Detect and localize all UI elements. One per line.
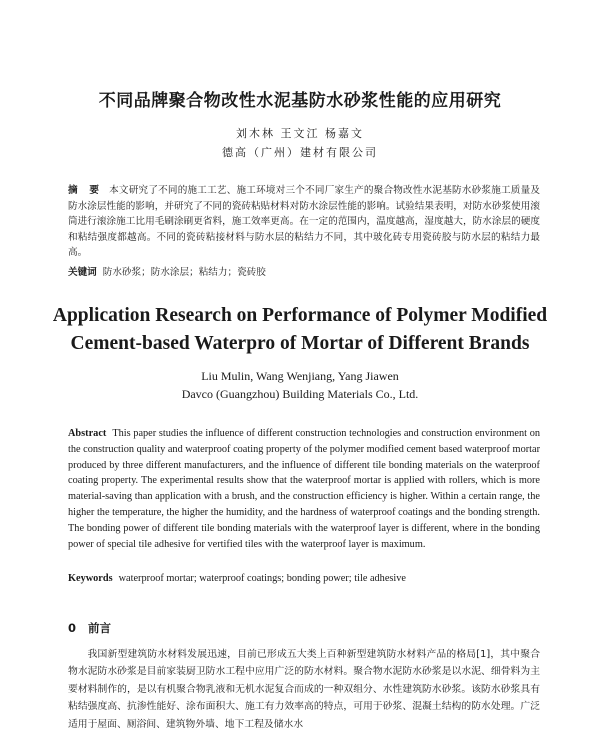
chinese-authors: 刘木林 王文江 杨嘉文 [236,127,364,140]
english-abstract-text: This paper studies the influence of different construction technologies and construction environment on the construction quality and waterproof coating property of the polymer modified cement based waterproof mortar produced by three different manufacturers, and the influence of different tile bonding materials on the waterproof coating property. The experimental results show that the waterproof mortar is applied with rollers, which is more material-saving than application with a brush, and the construction efficiency is higher. Within a certain range, the higher the temperature, the higher the humidity, and the hardness of waterproof coatings and the bonding strength. The bonding power of different tile bonding materials with the waterproof layer is different, where in the bonding power of special tile adhesive for vertified tiles with the waterproof layer is maximum. [68,428,540,550]
english-affiliation: Davco (Guangzhou) Building Materials Co., Ltd. [181,387,419,401]
chinese-keywords-text: 防水砂浆；防水涂层；粘结力；瓷砖胶 [102,267,266,278]
chinese-keywords [68,265,540,280]
english-keywords [68,571,540,586]
english-abstract [68,426,540,552]
chinese-keywords-label: 关键词 [68,267,97,278]
english-title [0,302,600,358]
chinese-title: 不同品牌聚合物改性水泥基防水砂浆性能的应用研究 [98,91,502,111]
chinese-abstract-text: 本文研究了不同的施工工艺、施工环境对三个不同厂家生产的聚合物改性水泥基防水砂浆施工质量及防水涂层性能的影响，并研究了不同的瓷砖粘贴材料对防水涂层性能的影响。试验结果表明，对防水砂浆使用滚筒进行滚涂施工比用毛刷涂刷更省料，施工效率更高。在一定的范围内，温度越高，湿度越大，防水涂层的硬度和粘结强度都越高。不同的瓷砖粘接材料与防水层的粘结力不同，其中玻化砖专用瓷砖胶与防水层的粘结力最高。 [68,185,540,259]
section-heading [68,620,111,636]
english-title-line-2: Cement-based Waterpro of Mortar of Different Brands [70,333,530,354]
english-abstract-label: Abstract [68,428,107,439]
english-keywords-text: waterproof mortar; waterproof coatings; bonding power; tile adhesive [118,573,406,584]
chinese-abstract-label: 摘 要 [68,185,104,196]
introduction-paragraph: 我国新型建筑防水材料发展迅速，目前已形成五大类上百种新型建筑防水材料产品的格局[1]，其中聚合物水泥防水砂浆是目前家装厨卫防水工程中应用广泛的防水材料。聚合物水泥防水砂浆是以水泥、细骨料为主要材料制作的，是以有机聚合物乳液和无机水泥复合而成的一种双组分、水性建筑防水砂浆。该防水砂浆具有粘结强度高、抗渗性能好、涂布面积大、施工有力效率高的特点，可用于砂浆、混凝土结构的防水处理。广泛适用于屋面、厕浴间、建筑物外墙、地下工程及储水水 [68,649,540,730]
english-authors: Liu Mulin, Wang Wenjiang, Yang Jiawen [201,369,399,383]
section-title: 前言 [88,621,112,635]
chinese-affiliation: 德高（广州）建材有限公司 [222,146,378,159]
section-number: 0 [68,621,77,635]
english-title-line-1: Application Research on Performance of Polymer Modified [52,305,548,326]
chinese-abstract [68,183,540,261]
english-keywords-label: Keywords [68,573,113,584]
